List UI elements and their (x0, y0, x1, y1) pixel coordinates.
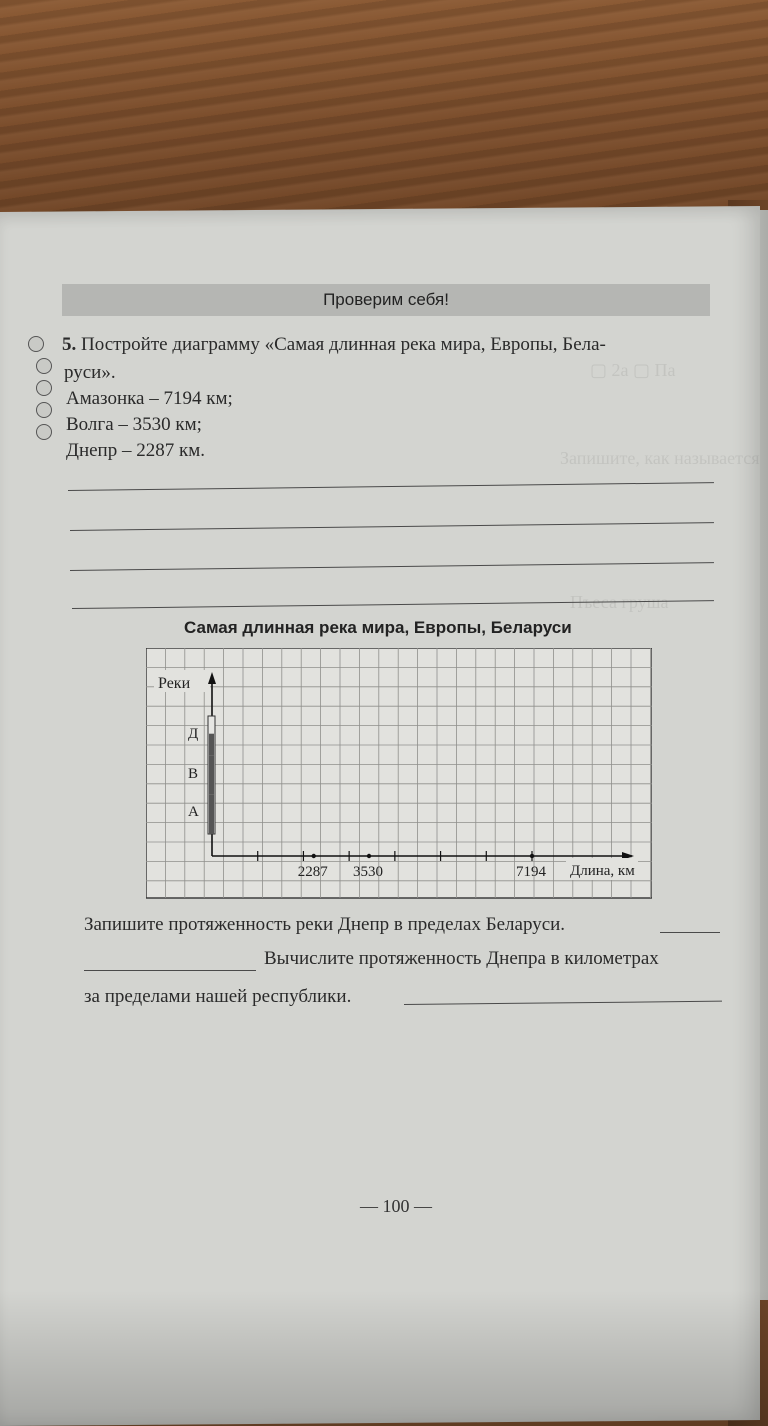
bar-segment (209, 795, 214, 834)
question-3: за пределами нашей республики. (84, 986, 352, 1007)
answer-blank-1[interactable] (660, 932, 720, 933)
river-item-volga: Волга – 3530 км; (66, 414, 202, 435)
task-statement (62, 334, 606, 356)
circle-icon (36, 358, 52, 374)
y-axis-label: Реки (158, 675, 191, 692)
page-number: — 100 — (360, 1196, 432, 1216)
x-value-dot (530, 854, 534, 858)
circle-icon (28, 336, 44, 352)
bar-segment (209, 755, 214, 794)
show-through-text: Пъеса груша (570, 592, 669, 612)
x-tick-label: 7194 (516, 864, 546, 880)
circle-icon (36, 402, 52, 418)
show-through-text: Запишите, как называется (560, 448, 760, 468)
circle-icon (36, 380, 52, 396)
river-item-amazon: Амазонка – 7194 км; (66, 388, 233, 409)
bar-segment (209, 734, 214, 756)
category-label: В (188, 766, 199, 782)
chart (146, 648, 652, 900)
category-label: А (188, 804, 199, 820)
task-line-2: руси». (64, 362, 116, 383)
question-2: Вычислите протяженность Днепра в километрах (264, 948, 659, 969)
category-label: Д (188, 726, 199, 742)
task-number: 5. (62, 334, 77, 355)
chart-title: Самая длинная река мира, Европы, Беларуси (184, 618, 572, 637)
section-title: Проверим себя! (323, 290, 449, 309)
chart-bars (208, 716, 215, 834)
x-value-dot (367, 854, 371, 858)
x-axis-label: Длина, км (570, 863, 635, 879)
river-item-dnieper: Днепр – 2287 км. (66, 440, 205, 461)
chart-svg (146, 648, 652, 900)
circle-icon (36, 424, 52, 440)
question-1: Запишите протяженность реки Днепр в пределах Беларуси. (84, 914, 566, 935)
show-through-text: ▢ 2a ▢ Па (590, 360, 676, 380)
answer-blank-2[interactable] (84, 970, 256, 971)
x-tick-label: 3530 (353, 864, 384, 880)
section-banner (62, 284, 710, 316)
category-labels (188, 726, 199, 820)
task-line-1: Постройте диаграмму «Самая длинная река мира, Европы, Бела- (81, 334, 606, 355)
x-tick-label: 2287 (297, 864, 328, 880)
x-value-dot (312, 854, 316, 858)
